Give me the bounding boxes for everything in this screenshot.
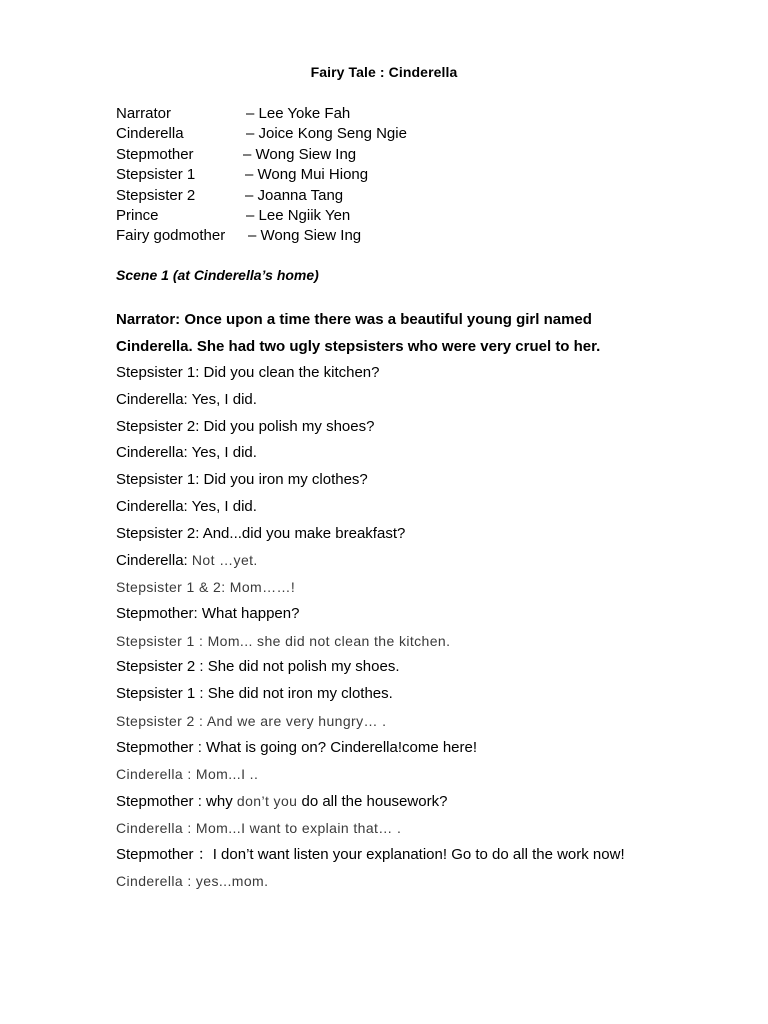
cast-actor: – Lee Ngiik Yen <box>246 206 351 224</box>
dialogue-line <box>116 788 716 815</box>
narration-line: Narrator: Once upon a time there was a beautiful young girl named <box>116 311 592 328</box>
dialogue-line: Cinderella : Mom...I want to explain that… . <box>116 819 402 836</box>
narration-block <box>116 307 676 360</box>
dialogue-line: Stepmother: What happen? <box>116 604 300 622</box>
dialogue-line: Cinderella: Yes, I did. <box>116 444 257 462</box>
dialogue-line: Stepsister 1: Did you clean the kitchen? <box>116 364 380 381</box>
dialogue-line: Stepsister 1 : Mom... she did not clean the kitchen. <box>116 632 451 649</box>
dialogue-line: Stepmother : What is going on? Cinderella!come here! <box>116 738 478 756</box>
dialogue-line: Stepsister 1 & 2: Mom……! <box>116 579 296 595</box>
cast-actor: – Joanna Tang <box>245 186 344 204</box>
dialogue-speaker: Stepmother : why <box>116 793 237 810</box>
dialogue-line: Stepsister 2 : She did not polish my shoes. <box>116 658 400 676</box>
dialogue-line: Stepsister 2: And...did you make breakfast? <box>116 524 406 542</box>
cast-row <box>116 186 636 206</box>
document-title: Fairy Tale : Cinderella <box>310 64 458 80</box>
cast-row <box>116 124 636 144</box>
cast-actor: – Wong Mui Hiong <box>245 166 369 184</box>
cast-row <box>116 104 636 124</box>
cast-actor: – Lee Yoke Fah <box>246 105 351 122</box>
cast-row <box>116 165 636 185</box>
dialogue-line: Cinderella: Yes, I did. <box>116 390 257 408</box>
cast-actor: – Wong Siew Ing <box>248 227 362 245</box>
dialogue-line: Cinderella : yes...mom. <box>116 873 269 890</box>
dialogue-speaker: Stepmother ： <box>116 845 213 863</box>
cast-row <box>116 206 636 226</box>
dialogue-line <box>116 842 716 869</box>
cast-role: Stepmother <box>116 145 194 163</box>
scene-heading: Scene 1 (at Cinderella’s home) <box>116 267 319 283</box>
cast-role: Fairy godmother <box>116 227 226 245</box>
cast-row <box>116 145 636 165</box>
cast-role: Prince <box>116 206 159 224</box>
dialogue-text: I don’t want listen your explanation! Go to do all the work now! <box>212 845 625 863</box>
dialogue-text: don’t you <box>236 793 298 809</box>
cast-row <box>116 226 636 246</box>
dialogue-line: Stepsister 2: Did you polish my shoes? <box>116 417 375 435</box>
cast-role: Stepsister 2 <box>116 186 196 204</box>
dialogue-line: Stepsister 1 : She did not iron my clothes. <box>116 685 393 702</box>
cast-list <box>116 104 636 247</box>
dialogue-line: Cinderella: Yes, I did. <box>116 497 257 515</box>
cast-role: Narrator <box>116 105 172 122</box>
cast-actor: – Joice Kong Seng Ngie <box>246 125 407 143</box>
cast-actor: – Wong Siew Ing <box>243 145 357 163</box>
dialogue-line: Stepsister 1: Did you iron my clothes? <box>116 471 368 488</box>
dialogue-text: Not …yet. <box>191 552 258 569</box>
dialogue-line: Stepsister 2 : And we are very hungry… . <box>116 712 387 729</box>
cast-role: Stepsister 1 <box>116 166 196 184</box>
dialogue-line: Cinderella : Mom...I .. <box>116 766 259 783</box>
dialogue-block <box>116 360 716 895</box>
narration-line: Cinderella. She had two ugly stepsisters who were very cruel to her. <box>116 337 601 355</box>
dialogue-line <box>116 547 716 574</box>
dialogue-speaker: Cinderella: <box>116 552 192 570</box>
cast-role: Cinderella <box>116 125 184 143</box>
dialogue-text-rest: do all the housework? <box>297 793 448 810</box>
